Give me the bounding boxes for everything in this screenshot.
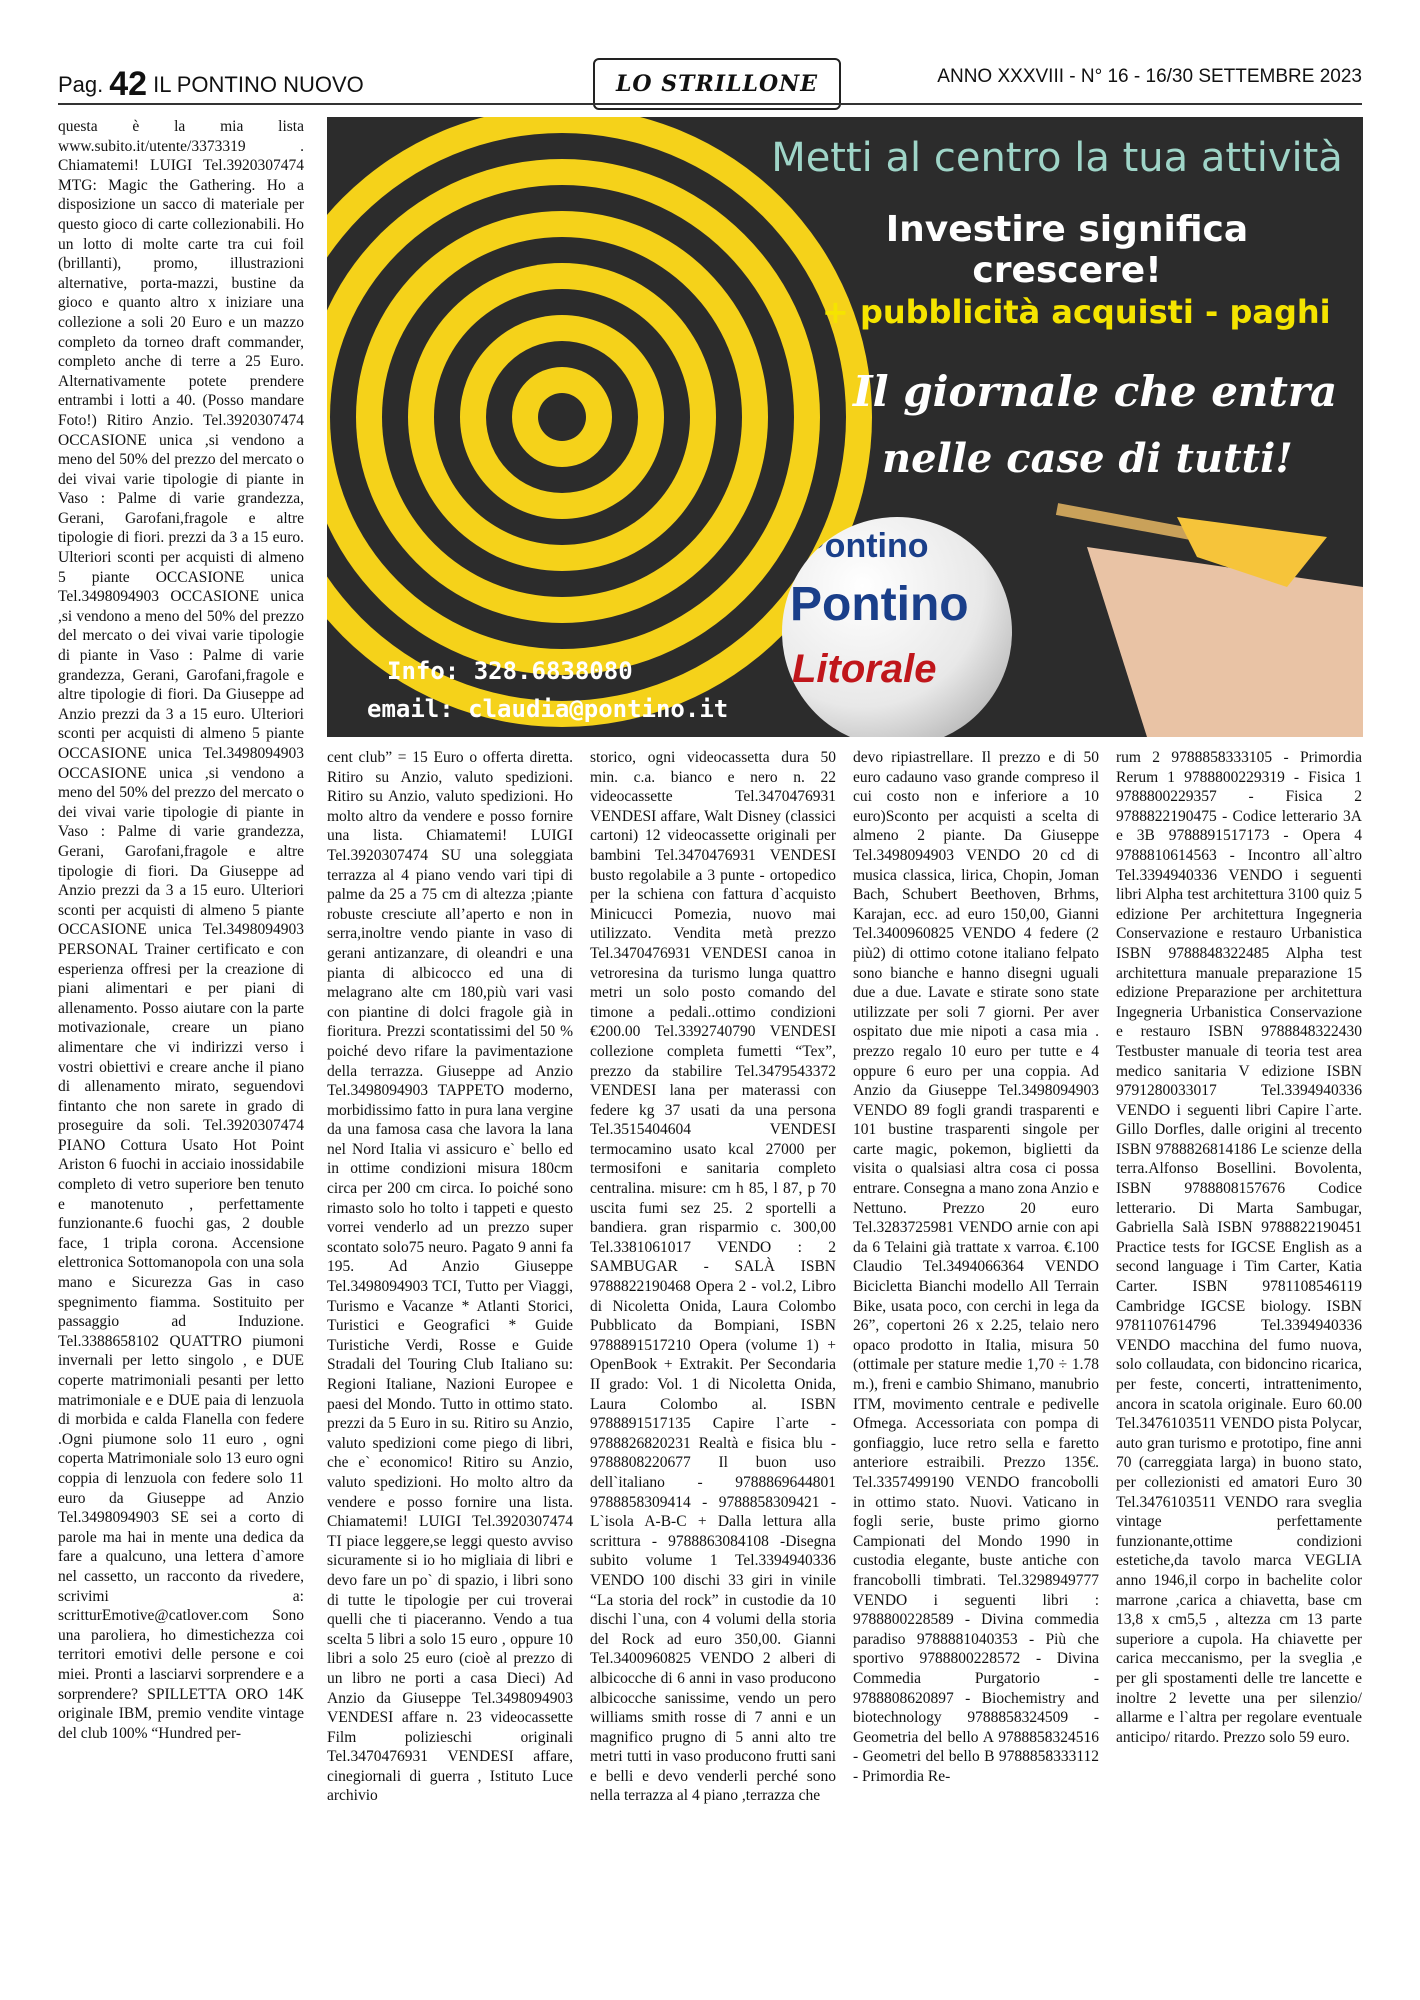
paper-name: IL PONTINO NUOVO <box>153 72 364 97</box>
classified-column-5 <box>1116 748 1362 1747</box>
newspaper-ball <box>782 517 1012 737</box>
advertisement <box>327 117 1363 737</box>
header-rule <box>58 103 1362 105</box>
column-3-text: storico, ogni videocassetta dura 50 min. c.a. bianco e nero n. 22 videocassette Tel.3470476931 VENDESI affare, Walt Disney (classici cartoni) 12 videocassette originali per bambini Tel.3470476931 VENDESI busto regolabile a 3 punte - ortopedico per la schiena con fattura d`acquisto Minicucci Pomezia, nuovo mai utilizzato. Vendita metà prezzo Tel.3470476931 VENDESI canoa in vetroresina da turismo lunga quattro metri un solo posto comando del timone a pedali..ottimo condizioni €200.00 Tel.3392740790 VENDESI collezione completa fumetti “Tex”, prezzo da stabilire Tel.3479543372 VENDESI lana per materassi con federe kg 37 usati da una persona Tel.3515404604 VENDESI termocamino usato kcal 27000 per termosifoni e sanitaria completo centralina. misure: cm h 85, l 87, p 70 uscita fumi sez 25. 2 sportelli a bandiera. gran risparmio c. 300,00 Tel.3381061017 VENDO : 2 SAMBUGAR - SALÀ ISBN 9788822190468 Opera 2 - vol.2, Libro di Nicoletta Onida, Laura Colombo Pubblicato da Bompiani, ISBN 9788891517210 Opera (volume 1) + OpenBook + Extrakit. Per Secondaria II grado: Vol. 1 di Nicoletta Onida, Laura Colombo al. ISBN 9788891517135 Capire l`arte - 9788826820231 Realtà e fisica blu - 9788808220677 Il buon uso dell`italiano - 9788869644801 9788858309414 - 9788858309421 - L`isola A-B-C + Dalla lettura alla scrittura - 9788863084108 -Disegna subito volume 1 Tel.3394940336 VENDO 100 dischi 33 giri in vinile “La storia del rock” in custodie da 10 dischi l`una, con 4 volumi della storia del Rock ad euro 350,00. Gianni Tel.3400960825 VENDO 2 alberi di albicocche di 6 anni in vaso producono albicocche sanissime, vendo un pero williams smith rosse di 7 anni e un magnifico prugno di 5 anni alto tre metri tutti in vaso producono frutti sani e belli e devo venderli perché sono nella terrazza al 4 piano ,terrazza che <box>590 749 836 1805</box>
ad-email: email: claudia@pontino.it <box>367 695 729 723</box>
ad-slogan-1: Il giornale che entra <box>853 367 1338 416</box>
classified-column-1 <box>58 117 304 1743</box>
classified-column-4 <box>853 748 1099 1786</box>
column-4-text: devo ripiastrellare. Il prezzo e di 50 euro cadauno vaso grande compreso il cui costo non e inferiore a 10 euro)Sconto per acquisti a scelta di almeno 2 piante. Da Giuseppe Tel.3498094903 VENDO 20 cd di musica classica, lirica, Chopin, Joman Bach, Schubert Beethoven, Brhms, Karajan, ecc. ad euro 150,00, Gianni Tel.3400960825 VENDO 4 federe (2 più2) di ottimo cotone italiano felpato sono bianche e hanno disegni uguali due a due. Lavate e stirate sono state utilizzate per soli 7 giorni. Per aver ospitato due mie nipoti a casa mia . prezzo regalo 10 euro per tutte e 4 oppure 6 euro per una coppia. Ad Anzio da Giuseppe Tel.3498094903 VENDO 89 fogli grandi trasparenti e 101 bustine trasparenti singole per carte magic, pokemon, biglietti da visita o qualsiasi altra cosa ci possa entrare. Consegna a mano zona Anzio e Nettuno. Prezzo 20 euro Tel.3283725981 VENDO arnie con api da 6 Telaini già trattate x varroa. €.100 Claudio Tel.3494066364 VENDO Bicicletta Bianchi modello All Terrain Bike, usata poco, con cerchi in lega da 26”, copertoni 26 x 2.25, telaio nero opaco prodotto in Italia, misura 50 (ottimale per stature medie 1,70 ÷ 1.78 m.), freni e cambio Shimano, manubrio ITM, movimento centrale e pedivelle Ofmega. Accessoriata con pompa di gonfiaggio, luce retro sella e faretto anteriore estraibili. Prezzo 135€. Tel.3357499190 VENDO francobolli in ottimo stato. Nuovi. Vaticano in fogli serie, buste primo giorno Campionati del Mondo 1990 in custodia elegante, buste antiche con francobolli timbrati. Tel.3298949777 VENDO i seguenti libri : 9788800228589 - Divina commedia paradiso 9788881040353 - Più che sportivo 9788800228572 - Divina Commedia Purgatorio - 9788808620897 - Biochemistry and biotechnology 9788858324509 - Geometria del bello A 9788858324516 - Geometri del bello B 9788858333112 - Primordia Re- <box>853 749 1099 1785</box>
classified-column-2 <box>327 748 573 1806</box>
classified-column-3 <box>590 748 836 1806</box>
column-1-text: questa è la mia lista www.subito.it/utente/3373319 . Chiamatemi! LUIGI Tel.3920307474 MTG: Magic the Gathering. Ho a disposizione un sacco di materiale per questo gioco di carte collezionabili. Ho un lotto di molte carte tra cui foil (brillanti), promo, illustrazioni alternative, porta-mazzi, bustine da gioco e quanto altro x iniziare una collezione a soli 20 Euro e un mazzo completo da torneo draft commander, completo anche di terre a 25 Euro. Alternativamente potete prendere entrambi i lotti a 40. (Posso mandare Foto!) Ritiro Anzio. Tel.3920307474 OCCASIONE unica ,si vendono a meno del 50% del prezzo del mercato o dei vivai varie tipologie di piante in Vaso : Palme di varie grandezza, Gerani, Garofani,fragole e altre tipologie di fiori. prezzi da 3 a 15 euro. Ulteriori sconti per acquisti di almeno 5 piante OCCASIONE unica Tel.3498094903 OCCASIONE unica ,si vendono a meno del 50% del prezzo del mercato o dei vivai varie tipologie di piante in Vaso : Palme di varie grandezza, Gerani, Garofani,fragole e altre tipologie di fiori. Da Giuseppe ad Anzio prezzi da 3 a 15 euro. Ulteriori sconti per acquisti di almeno 5 piante OCCASIONE unica Tel.3498094903 OCCASIONE unica ,si vendono a meno del 50% del prezzo del mercato o dei vivai varie tipologie di piante in Vaso : Palme di varie grandezza, Gerani, Garofani,fragole e altre tipologie di fiori. Da Giuseppe ad Anzio prezzi da 3 a 15 euro. Ulteriori sconti per acquisti di almeno 5 piante OCCASIONE unica Tel.3498094903 PERSONAL Trainer certificato e con esperienza offresi per la creazione di piani alimentari e per piani di allenamento. Posso aiutare con la parte motivazionale, creare un piano alimentare che vi indirizzi verso i vostri obiettivi e creare anche il piano di allenamento mirato, seguendovi fintanto che non sarete in grado di proseguire da soli. Tel.3920307474 PIANO Cottura Usato Hot Point Ariston 6 fuochi in acciaio inossidabile completo di vetro superiore ben tenuto e manotenuto , perfettamente funzionante.6 fuochi gas, 2 double face, 1 tripla corona. Accensione elettronica Sottomanopola con una sola mano e Sicurezza Gas in caso spegnimento fiamma. Sostituito per passaggio ad Induzione. Tel.3388658102 QUATTRO piumoni invernali per letto singolo , e DUE coperte matrimoniali pesanti per letto matrimoniale e e DUE paia di lenzuola di morbida e calda Flanella con federe .Ogni piumone solo 11 euro , ogni coperta Matrimoniale solo 13 euro ogni coppia di lenzuola con federe solo 11 euro da Giuseppe ad Anzio Tel.3498094903 SE sei a corto di parole ma hai in mente una dedica da fare a qualcuno, una lettera d`amore nel cassetto, un racconto da rivedere, scrivimi a: scritturEmotive@catlover.com Sono una paroliera, ho dimestichezza coi territori emotivi delle persone e coi miei. Pronti a lasciarvi sorprendere e a sorprendere? SPILLETTA ORO 14K originale IBM, premio vendite vintage del club 100% “Hundred per- <box>58 118 304 1742</box>
ball-title-3: Litorale <box>792 647 937 691</box>
ad-phone: Info: 328.6838080 <box>387 657 633 685</box>
lo-strillone-logo: LO STRILLONE <box>593 58 841 110</box>
ad-headline: Metti al centro la tua attività <box>771 135 1343 181</box>
ad-slogan-2: nelle case di tutti! <box>882 435 1293 482</box>
ball-title-2: Pontino <box>790 578 969 631</box>
ball-title-1: Pontino <box>802 527 929 565</box>
dart-icon <box>1057 509 1363 737</box>
pag-label: Pag. <box>58 72 104 97</box>
page-header <box>0 0 1420 110</box>
ad-tagline: + pubblicità acquisti - paghi <box>822 293 1331 331</box>
issue-info: ANNO XXXVIII - N° 16 - 16/30 SETTEMBRE 2023 <box>937 66 1362 87</box>
ad-subheadline: Investire significa crescere! <box>885 209 1249 291</box>
column-2-text: cent club” = 15 Euro o offerta diretta. Ritiro su Anzio, valuto spedizioni. Ritiro su Anzio, valuto spedizioni. Ho molto altro da vendere e posso fornire una lista. Chiamatemi! LUIGI Tel.3920307474 SU una soleggiata terrazza al 4 piano vendo vari tipi di palme da 25 a 75 cm di altezza ;piante robuste cresciute all’aperto e non in serra,inoltre vendo piante in vaso di gerani antizanzare, di oleandri e una pianta di albicocco ed una di melagrano alte cm 180,più vari vasi con piantine di dolci fragole già in fioritura. Prezzi scontatissimi del 50 % poiché devo rifare la pavimentazione della terrazza. Giuseppe ad Anzio Tel.3498094903 TAPPETO moderno, morbidissimo fatto in pura lana vergine da una famosa casa che lavora la lana nel Nord Italia vi assicuro e` bello ed in ottime condizioni misura 180cm circa per 200 cm circa. Io poiché sono rimasto solo ho tolto i tappeti e questo vorrei venderlo ad un prezzo super scontato solo75 neuro. Pagato 9 anni fa 195. Ad Anzio Giuseppe Tel.3498094903 TCI, Tutto per Viaggi, Turismo e Vacanze * Atlanti Storici, Turistici e Geografici * Guide Turistiche Verdi, Rosse e Guide Stradali del Touring Club Italiano su: Regioni Italiane, Nazioni Europee e paesi del Mondo. Tutto in ottimo stato. prezzi da 5 Euro in su. Ritiro su Anzio, valuto spedizioni come piego di libri, che e` economico! Ritiro su Anzio, valuto spedizioni. Ho molto altro da vendere e posso fornire una lista. Chiamatemi! LUIGI Tel.3920307474 TI piace leggere,se leggi questo avviso sicuramente si io ho migliaia di libri e devo fare un po` di spazio, i libri sono di tutte le tipologie per cui troverai quelli che ti piaceranno. Vendo a tua scelta 5 libri a solo 15 euro , oppure 10 libri a solo 25 euro (cioè al prezzo di un libro ne porti a casa Dieci) Ad Anzio da Giuseppe Tel.3498094903 VENDESI affare n. 23 videocassette Film polizieschi originali Tel.3470476931 VENDESI affare, cinegiornali di guerra , Istituto Luce archivio <box>327 749 573 1805</box>
column-5-text: rum 2 9788858333105 - Primordia Rerum 1 9788800229319 - Fisica 1 9788800229357 - Fisica 2 9788822190475 - Codice letterario 3A e 3B 9788891517173 - Opera 4 9788810614563 - Incontro all`altro Tel.3394940336 VENDO i seguenti libri Alpha test architettura 3100 quiz 5 edizione Per architettura Ingegneria Conservazione e restauro Urbanistica ISBN 9788848322485 Alpha test architettura manuale preparazione 15 edizione Preparazione per architettura Ingegneria Urbanistica Conservazione e restauro ISBN 9788848322430 Testbuster manuale di teoria test area medico sanitaria V edizione ISBN 9791280033017 Tel.3394940336 VENDO i seguenti libri Capire l`arte. Gillo Dorfles, dalle origini al trecento ISBN 9788826814186 Le scienze della terra.Alfonso Bosellini. Bovolenta, ISBN 9788808157676 Codice letterario. Di Marta Sambugar, Gabriella Salà ISBN 9788822190451 Practice tests for IGCSE English as a second language i Tim Carter, Katia Carter. ISBN 9781108546119 Cambridge IGCSE biology. ISBN 9781107614796 Tel.3394940336 VENDO macchina del fumo nuova, solo collaudata, con bidoncino ricarica, per feste, concerti, intrattenimento, ancora in scatola originale. Euro 60.00 Tel.3476103511 VENDO pista Polycar, auto gran turismo e prototipo, fine anni 70 (carreggiata larga) in buono stato, per collezionisti ed amatori Euro 30 Tel.3476103511 VENDO rara sveglia vintage perfettamente funzionante,ottime condizioni estetiche,da tavolo marca VEGLIA anno 1946,il corpo in bachelite color marrone ,carica a chiavetta, base cm 13,8 x cm5,5 , altezza cm 13 parte superiore a cupola. Ha chiavette per carica meccanismo, per la sveglia ,e per gli spostamenti delle tre lancette e inoltre 2 levette una per silenzio/ allarme e l`altra per regolare eventuale anticipo/ ritardo. Prezzo solo 59 euro. <box>1116 749 1362 1746</box>
page-number <box>58 62 364 101</box>
page-number-value: 42 <box>109 65 148 103</box>
